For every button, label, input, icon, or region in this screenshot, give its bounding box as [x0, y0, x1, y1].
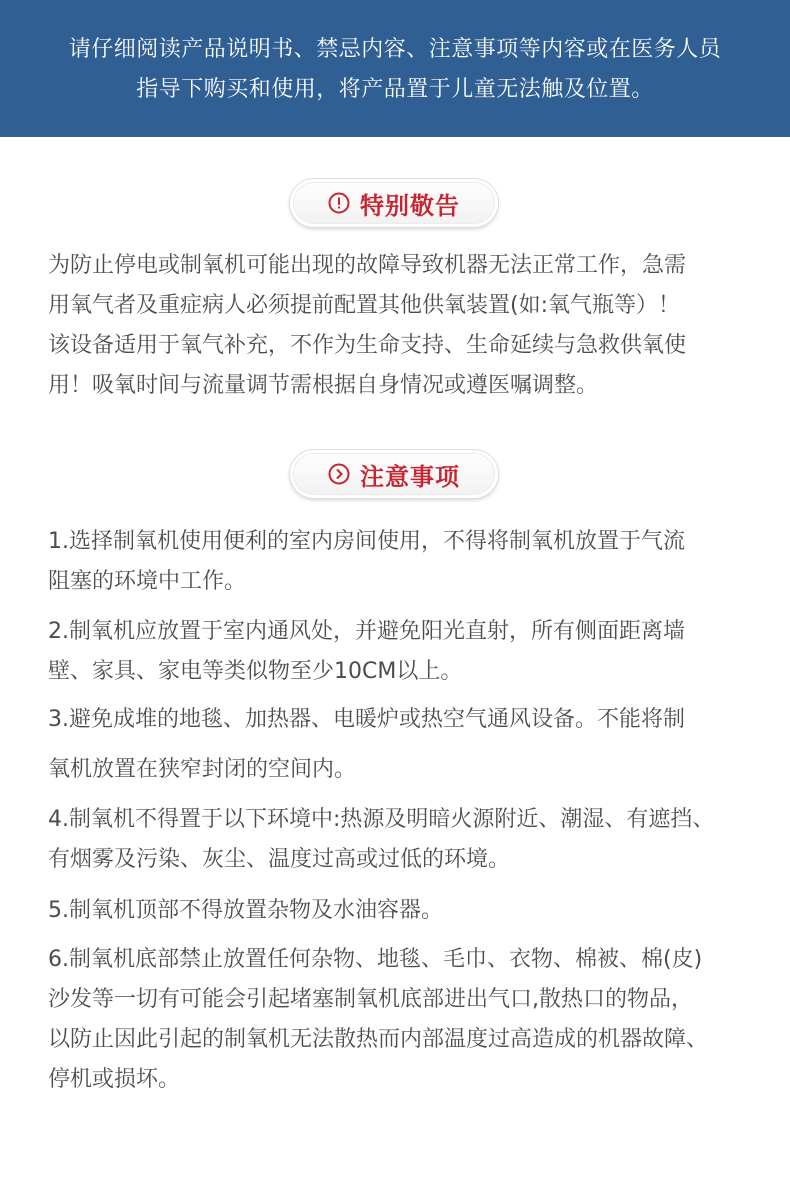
warning-line: 该设备适用于氧气补充，不作为生命支持、生命延续与急救供氧使 [48, 333, 687, 358]
precaution-line: 5.制氧机顶部不得放置杂物及水油容器。 [48, 898, 443, 923]
banner-line-1: 请仔细阅读产品说明书、禁忌内容、注意事项等内容或在医务人员 [68, 37, 722, 62]
warning-line: 用氧气者及重症病人必须提前配置其他供氧装置(如:氧气瓶等）！ [48, 293, 680, 318]
exclamation-circle-icon [328, 192, 350, 214]
warning-line: 用！吸氧时间与流量调节需根据自身情况或遵医嘱调整。 [48, 373, 599, 398]
precaution-line: 1.选择制氧机使用便利的室内房间使用，不得将制氧机放置于气流 [48, 529, 685, 554]
special-warning-title: 特别敬告 [360, 191, 460, 220]
precaution-item [48, 522, 748, 602]
precaution-line: 氧机放置在狭窄封闭的空间内。 [48, 757, 357, 782]
chevron-right-circle-icon [328, 463, 350, 485]
precaution-line: 4.制氧机不得置于以下环境中:热源及明暗火源附近、潮湿、有遮挡、 [48, 807, 715, 832]
precaution-line: 停机或损坏。 [48, 1067, 181, 1092]
precaution-line: 6.制氧机底部禁止放置任何杂物、地毯、毛巾、衣物、棉被、棉(皮) [48, 947, 703, 972]
precautions-heading [290, 450, 498, 498]
top-banner [0, 0, 790, 137]
banner-line-2: 指导下购买和使用，将产品置于儿童无法触及位置。 [136, 77, 654, 102]
warning-line: 为防止停电或制氧机可能出现的故障导致机器无法正常工作，急需 [48, 253, 687, 278]
precaution-line: 沙发等一切有可能会引起堵塞制氧机底部进出气口,散热口的物品， [48, 987, 693, 1012]
precaution-line: 3.避免成堆的地毯、加热器、电暖炉或热空气通风设备。不能将制 [48, 707, 685, 732]
precaution-line: 2.制氧机应放置于室内通风处，并避免阳光直射，所有侧面距离墙 [48, 619, 685, 644]
precaution-line: 以防止因此引起的制氧机无法散热而内部温度过高造成的机器故障、 [48, 1027, 709, 1052]
precaution-line: 阻塞的环境中工作。 [48, 569, 247, 594]
special-warning-text [48, 246, 748, 406]
precaution-item [48, 940, 748, 1100]
precaution-item [48, 891, 748, 931]
precautions-title: 注意事项 [360, 462, 460, 491]
precaution-line: 壁、家具、家电等类似物至少10CM以上。 [48, 659, 463, 684]
precaution-line: 有烟雾及污染、灰尘、温度过高或过低的环境。 [48, 847, 511, 872]
special-warning-heading [290, 179, 498, 227]
precaution-item [48, 800, 748, 880]
precaution-item [48, 700, 748, 790]
precaution-item [48, 612, 748, 692]
